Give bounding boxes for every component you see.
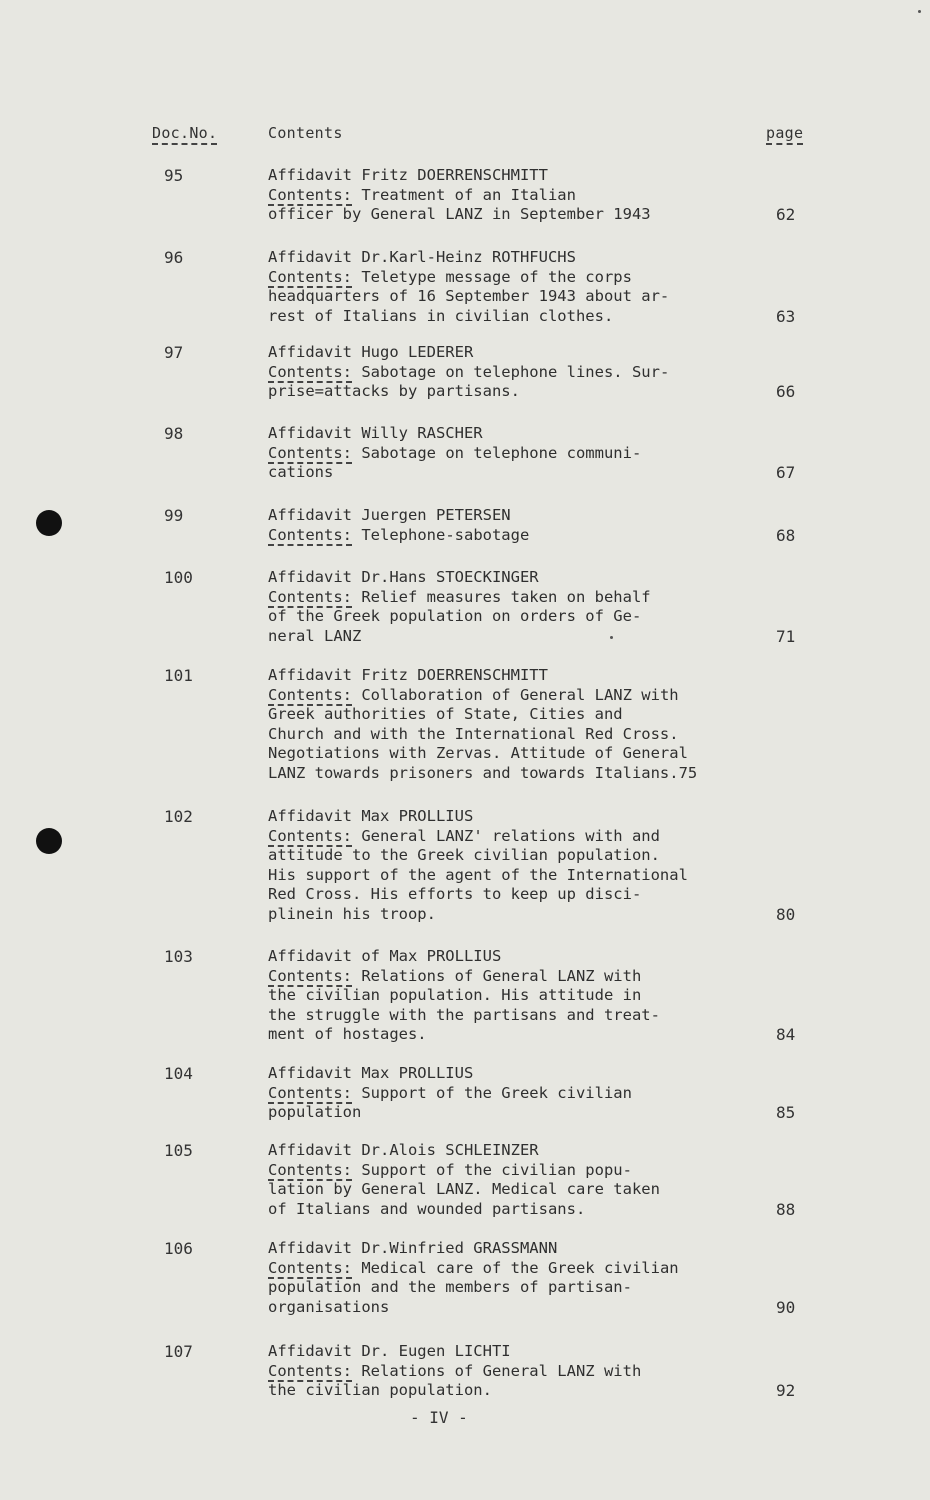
affidavit-title: Affidavit Fritz DOERRENSCHMITT (268, 666, 548, 684)
punch-hole-bottom (36, 828, 62, 854)
contents-label: Contents: (268, 525, 352, 544)
contents-line: officer by General LANZ in September 1943 (268, 205, 651, 223)
contents-line: Red Cross. His efforts to keep up disci- (268, 885, 642, 903)
entry-text (268, 166, 788, 225)
doc-number: 100 (164, 568, 193, 587)
doc-number: 107 (164, 1342, 193, 1361)
contents-line: attitude to the Greek civilian population. (268, 846, 660, 864)
contents-label: Contents: (268, 1258, 352, 1277)
page-number: 88 (776, 1199, 796, 1219)
entry-text (268, 807, 788, 924)
doc-number: 102 (164, 807, 193, 826)
affidavit-title: Affidavit Dr.Winfried GRASSMANN (268, 1239, 558, 1257)
contents-line: Contents: Medical care of the Greek civilian (268, 1258, 679, 1277)
entry-text (268, 1064, 788, 1123)
contents-line: LANZ towards prisoners and towards Italians.75 (268, 763, 698, 782)
contents-line: Contents: Support of the civilian popu- (268, 1160, 632, 1179)
punch-hole-top (36, 510, 62, 536)
page-number: 68 (776, 525, 796, 545)
contents-label: Contents: (268, 1361, 352, 1380)
doc-number: 101 (164, 666, 193, 685)
contents-line: the civilian population. His attitude in (268, 986, 642, 1004)
page-number: 90 (776, 1297, 796, 1317)
contents-label: Contents: (268, 185, 352, 204)
entry-text (268, 947, 788, 1045)
contents-line: Contents: Telephone-sabotage (268, 525, 530, 544)
doc-number: 99 (164, 506, 184, 525)
contents-line: Contents: Relations of General LANZ with (268, 1361, 642, 1380)
contents-line: population (268, 1103, 362, 1121)
page-footer: - IV - (410, 1408, 468, 1427)
affidavit-title: Affidavit Fritz DOERRENSCHMITT (268, 166, 548, 184)
page-number: 84 (776, 1025, 796, 1044)
page-number: 67 (776, 463, 796, 482)
entry-text (268, 506, 788, 545)
contents-line: rest of Italians in civilian clothes. (268, 306, 614, 325)
doc-number: 103 (164, 947, 193, 966)
column-header-doc-no: Doc.No. (152, 124, 217, 142)
contents-line: His support of the agent of the International (268, 865, 688, 884)
entry-text (268, 1239, 788, 1317)
contents-line: Contents: Sabotage on telephone lines. Sur- (268, 362, 670, 381)
contents-line: of Italians and wounded partisans. (268, 1199, 586, 1218)
scan-speck (918, 10, 921, 13)
column-header-page: page (766, 124, 803, 142)
contents-label: Contents: (268, 966, 352, 985)
entry-text (268, 666, 788, 783)
contents-label: Contents: (268, 1083, 352, 1102)
doc-number: 104 (164, 1064, 193, 1083)
contents-line: lation by General LANZ. Medical care taken (268, 1180, 660, 1198)
contents-line: neral LANZ (268, 626, 362, 645)
affidavit-title: Affidavit Dr.Hans STOECKINGER (268, 568, 539, 586)
contents-line: organisations (268, 1297, 390, 1316)
doc-number: 105 (164, 1141, 193, 1160)
affidavit-title: Affidavit Hugo LEDERER (268, 343, 474, 361)
contents-line: the struggle with the partisans and treat- (268, 1005, 660, 1024)
contents-line: prise=attacks by partisans. (268, 382, 520, 400)
entry-text (268, 343, 788, 402)
contents-line: Church and with the International Red Cross. (268, 724, 679, 743)
contents-line: Contents: Support of the Greek civilian (268, 1083, 632, 1102)
page-number: 66 (776, 382, 796, 401)
affidavit-title: Affidavit Max PROLLIUS (268, 1064, 474, 1082)
entry-text (268, 568, 788, 646)
contents-line: Contents: Collaboration of General LANZ with (268, 685, 679, 704)
entry-text (268, 1141, 788, 1219)
contents-line: Contents: Treatment of an Italian (268, 185, 576, 204)
contents-label: Contents: (268, 1160, 352, 1179)
contents-line: plinein his troop. (268, 904, 436, 923)
doc-number: 98 (164, 424, 184, 443)
entry-text (268, 248, 788, 326)
page-number: 80 (776, 904, 796, 924)
doc-number: 96 (164, 248, 184, 267)
contents-label: Contents: (268, 587, 352, 606)
contents-label: Contents: (268, 267, 352, 286)
affidavit-title: Affidavit Dr.Karl-Heinz ROTHFUCHS (268, 248, 576, 266)
contents-line: headquarters of 16 September 1943 about ar- (268, 287, 670, 305)
contents-line: ment of hostages. (268, 1025, 427, 1043)
affidavit-title: Affidavit Dr. Eugen LICHTI (268, 1342, 511, 1360)
contents-line: of the Greek population on orders of Ge- (268, 607, 642, 625)
column-header-contents: Contents (268, 124, 343, 142)
affidavit-title: Affidavit Juergen PETERSEN (268, 506, 511, 524)
scan-speck (610, 636, 613, 639)
contents-line: Contents: Teletype message of the corps (268, 267, 632, 286)
contents-label: Contents: (268, 362, 352, 381)
contents-label: Contents: (268, 685, 352, 704)
entry-text (268, 1342, 788, 1401)
page-number: 62 (776, 205, 796, 224)
page-number: 85 (776, 1103, 796, 1122)
contents-line: population and the members of partisan- (268, 1278, 632, 1296)
affidavit-title: Affidavit of Max PROLLIUS (268, 947, 502, 965)
page-number: 92 (776, 1381, 796, 1400)
contents-line: Contents: Sabotage on telephone communi- (268, 443, 642, 462)
doc-number: 97 (164, 343, 184, 362)
contents-line: Greek authorities of State, Cities and (268, 705, 623, 723)
contents-line: the civilian population. (268, 1381, 492, 1399)
affidavit-title: Affidavit Max PROLLIUS (268, 807, 474, 825)
contents-line: Negotiations with Zervas. Attitude of General (268, 744, 688, 762)
contents-line: Contents: General LANZ' relations with and (268, 826, 660, 845)
entry-text (268, 424, 788, 483)
affidavit-title: Affidavit Willy RASCHER (268, 424, 483, 442)
doc-number: 95 (164, 166, 184, 185)
affidavit-title: Affidavit Dr.Alois SCHLEINZER (268, 1141, 539, 1159)
doc-number: 106 (164, 1239, 193, 1258)
contents-line: Contents: Relief measures taken on behalf (268, 587, 651, 606)
contents-line: Contents: Relations of General LANZ with (268, 966, 642, 985)
contents-label: Contents: (268, 826, 352, 845)
contents-label: Contents: (268, 443, 352, 462)
page-number: 63 (776, 306, 796, 326)
contents-line: cations (268, 463, 334, 481)
page-number: 71 (776, 626, 796, 646)
